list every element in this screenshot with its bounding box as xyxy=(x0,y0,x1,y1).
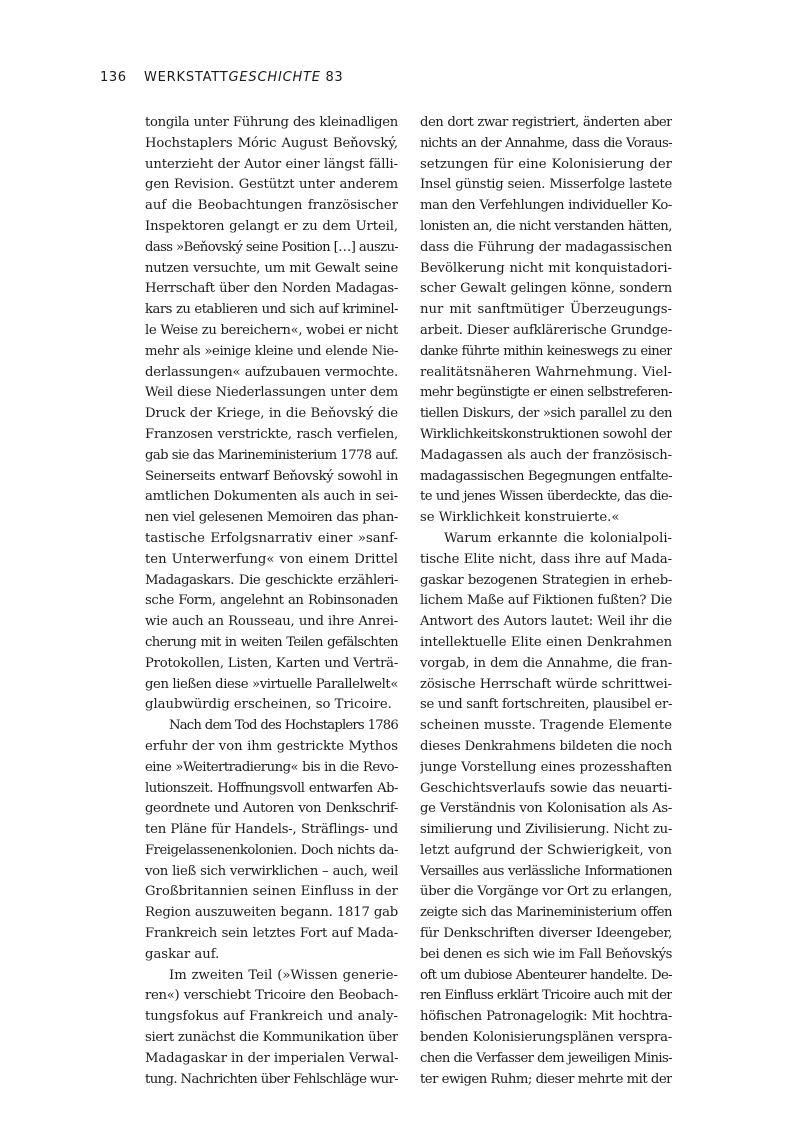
text-line: similierung und Zivilisierung. Nicht zu- xyxy=(420,822,672,838)
text-line: scheinen musste. Tragende Elemente xyxy=(420,718,672,734)
text-line: Geschichtsverlaufs sowie das neuarti- xyxy=(420,780,672,796)
text-line: kars zu etablieren und sich auf kriminel- xyxy=(145,302,398,318)
text-line: oft um dubiose Abenteurer handelte. De- xyxy=(420,967,672,983)
text-line: le Weise zu bereichern«, wobei er nicht xyxy=(145,322,398,338)
text-line: tische Elite nicht, dass ihre auf Mada- xyxy=(420,551,672,567)
text-line: chen die Verfasser dem jeweiligen Minis- xyxy=(420,1050,672,1066)
text-line: Franzosen verstrickte, rasch verfielen, xyxy=(145,426,398,442)
text-line: te und jenes Wissen überdeckte, das die- xyxy=(420,489,672,505)
page-number: 136 xyxy=(100,70,127,85)
text-line: Nach dem Tod des Hochstaplers 1786 xyxy=(169,718,398,734)
text-line: Warum erkannte die kolonialpoli- xyxy=(444,530,672,546)
text-line: Insel günstig seien. Misserfolge lastete xyxy=(420,177,672,193)
text-line: nichts an der Annahme, dass die Voraus- xyxy=(420,135,672,151)
issue-number: 83 xyxy=(320,70,344,85)
text-line: mehr als »einige kleine und elende Nie- xyxy=(145,343,398,359)
text-line: ren Einfluss erklärt Tricoire auch mit der xyxy=(420,988,672,1004)
text-line: sche Form, angelehnt an Robinsonaden xyxy=(145,593,398,609)
text-line: Freigelassenenkolonien. Doch nichts da- xyxy=(145,842,398,858)
text-line: gab sie das Marineministerium 1778 auf. xyxy=(145,447,398,463)
text-line: Madagaskar in der imperialen Verwal- xyxy=(145,1050,398,1066)
text-line: ge Verständnis von Kolonisation als As- xyxy=(420,801,672,817)
text-line: Weil diese Niederlassungen unter dem xyxy=(145,385,398,401)
text-line: bei denen es sich wie im Fall Beňovskýs xyxy=(420,946,672,962)
text-line: Wirklichkeitskonstruktionen sowohl der xyxy=(420,426,672,442)
text-line: nutzen versuchte, um mit Gewalt seine xyxy=(145,260,398,276)
text-line: zeigte sich das Marineministerium offen xyxy=(420,905,672,921)
text-line: danke führte mithin keineswegs zu einer xyxy=(420,343,672,359)
text-line: Bevölkerung nicht mit konquistadori- xyxy=(420,260,672,276)
text-line: gen ließen diese »virtuelle Parallelwelt« xyxy=(145,676,398,692)
text-line: tungsfokus auf Frankreich und analy- xyxy=(145,1009,398,1025)
text-line: tastische Erfolgsnarrativ einer »sanf- xyxy=(145,530,398,546)
text-line: gen Revision. Gestützt unter anderem xyxy=(145,177,398,193)
text-line: gaskar auf. xyxy=(145,946,220,962)
text-line: man den Verfehlungen individueller Ko- xyxy=(420,198,672,214)
text-line: dass die Führung der madagassischen xyxy=(420,239,672,255)
text-line: se Wirklichkeit konstruierte.« xyxy=(420,510,620,526)
text-line: ten Unterwerfung« von einem Drittel xyxy=(145,551,398,567)
text-line: den dort zwar registriert, änderten aber xyxy=(420,115,672,130)
text-line: vorgab, in dem die Annahme, die fran- xyxy=(420,655,672,671)
text-line: Druck der Kriege, in die Beňovský die xyxy=(145,406,398,422)
text-line: von ließ sich verwirklichen – auch, weil xyxy=(145,863,398,879)
text-line: Madagaskars. Die geschickte erzähleri- xyxy=(145,572,398,588)
text-line: ter ewigen Ruhm; dieser mehrte mit der xyxy=(420,1071,672,1087)
text-line: Frankreich sein letztes Fort auf Mada- xyxy=(145,926,398,942)
text-line: junge Vorstellung eines prozesshaften xyxy=(420,759,672,775)
text-line: benden Kolonisierungsplänen verspra- xyxy=(420,1030,672,1046)
text-line: wie auch an Rousseau, und ihre Anrei- xyxy=(145,614,398,630)
publication-name-part-2: GESCHICHTE xyxy=(228,70,321,85)
text-line: Großbritannien seinen Einfluss in der xyxy=(145,884,398,900)
text-line: tiellen Diskurs, der »sich parallel zu den xyxy=(420,406,672,422)
text-line: setzungen für eine Kolonisierung der xyxy=(420,156,672,172)
text-line: nen viel gelesenen Memoiren das phan- xyxy=(145,510,398,526)
text-line: eine »Weitertradierung« bis in die Revo- xyxy=(145,759,398,775)
text-line: Herrschaft über den Norden Madagas- xyxy=(145,281,398,297)
text-line: realitätsnäheren Wahrnehmung. Viel- xyxy=(420,364,672,380)
left-text-column xyxy=(145,113,398,1090)
text-line: tung. Nachrichten über Fehlschläge wur- xyxy=(145,1071,398,1087)
text-line: auf die Beobachtungen französischer xyxy=(145,198,398,214)
right-text-column xyxy=(420,113,672,1090)
text-line: Im zweiten Teil (»Wissen generie- xyxy=(169,967,398,983)
running-header xyxy=(100,70,343,88)
text-line: über die Vorgänge vor Ort zu erlangen, xyxy=(420,884,672,900)
text-line: siert zunächst die Kommunikation über xyxy=(145,1030,398,1046)
text-line: Antwort des Autors lautet: Weil ihr die xyxy=(420,614,672,630)
text-line: se und sanft fortschreiten, plausibel er- xyxy=(420,697,672,713)
text-line: lonisten an, die nicht verstanden hätten, xyxy=(420,218,672,234)
text-line: arbeit. Dieser aufklärerische Grundge- xyxy=(420,322,672,338)
text-line: tongila unter Führung des kleinadligen xyxy=(145,115,398,130)
text-line: Hochstaplers Móric August Beňovský, xyxy=(145,135,398,151)
text-line: Protokollen, Listen, Karten und Verträ- xyxy=(145,655,398,671)
text-line: Region auszuweiten begann. 1817 gab xyxy=(145,905,398,921)
text-line: scher Gewalt gelingen könne, sondern xyxy=(420,281,672,297)
publication-name-part-1: WERKSTATT xyxy=(144,70,229,85)
text-line: letzt aufgrund der Schwierigkeit, von xyxy=(420,842,672,858)
text-line: madagassischen Begegnungen entfalte- xyxy=(420,468,672,484)
text-line: dass »Beňovský seine Position […] auszu- xyxy=(145,239,398,255)
text-line: cherung mit in weiten Teilen gefälschten xyxy=(145,634,398,650)
text-line: ren«) verschiebt Tricoire den Beobach- xyxy=(145,988,398,1004)
text-line: mehr begünstigte er einen selbstreferen- xyxy=(420,385,672,401)
text-line: derlassungen« aufzubauen vermochte. xyxy=(145,364,398,380)
text-line: unterzieht der Autor einer längst fälli- xyxy=(145,156,398,172)
text-line: intellektuelle Elite einen Denkrahmen xyxy=(420,634,672,650)
text-line: lichem Maße auf Fiktionen fußten? Die xyxy=(420,593,672,609)
text-line: Seinerseits entwarf Beňovský sowohl in xyxy=(145,468,398,484)
text-line: dieses Denkrahmens bildeten die noch xyxy=(420,738,672,754)
text-line: amtlichen Dokumenten als auch in sei- xyxy=(145,489,398,505)
text-line: ten Pläne für Handels-, Sträflings- und xyxy=(145,822,398,838)
text-line: Inspektoren gelangt er zu dem Urteil, xyxy=(145,218,398,234)
text-line: lutionszeit. Hoffnungsvoll entwarfen Ab- xyxy=(145,780,398,796)
text-line: höfischen Patronagelogik: Mit hochtra- xyxy=(420,1009,672,1025)
text-line: Versailles aus verlässliche Informationen xyxy=(420,863,672,879)
text-line: gaskar bezogenen Strategien in erheb- xyxy=(420,572,672,588)
text-line: geordnete und Autoren von Denkschrif- xyxy=(145,801,398,817)
text-line: Madagassen als auch der französisch- xyxy=(420,447,672,463)
text-line: nur mit sanftmütiger Überzeugungs- xyxy=(420,302,672,318)
text-line: erfuhr der von ihm gestrickte Mythos xyxy=(145,738,398,754)
text-line: für Denkschriften diverser Ideengeber, xyxy=(420,926,672,942)
text-line: glaubwürdig erscheinen, so Tricoire. xyxy=(145,697,392,713)
text-line: zösische Herrschaft würde schrittwei- xyxy=(420,676,672,692)
